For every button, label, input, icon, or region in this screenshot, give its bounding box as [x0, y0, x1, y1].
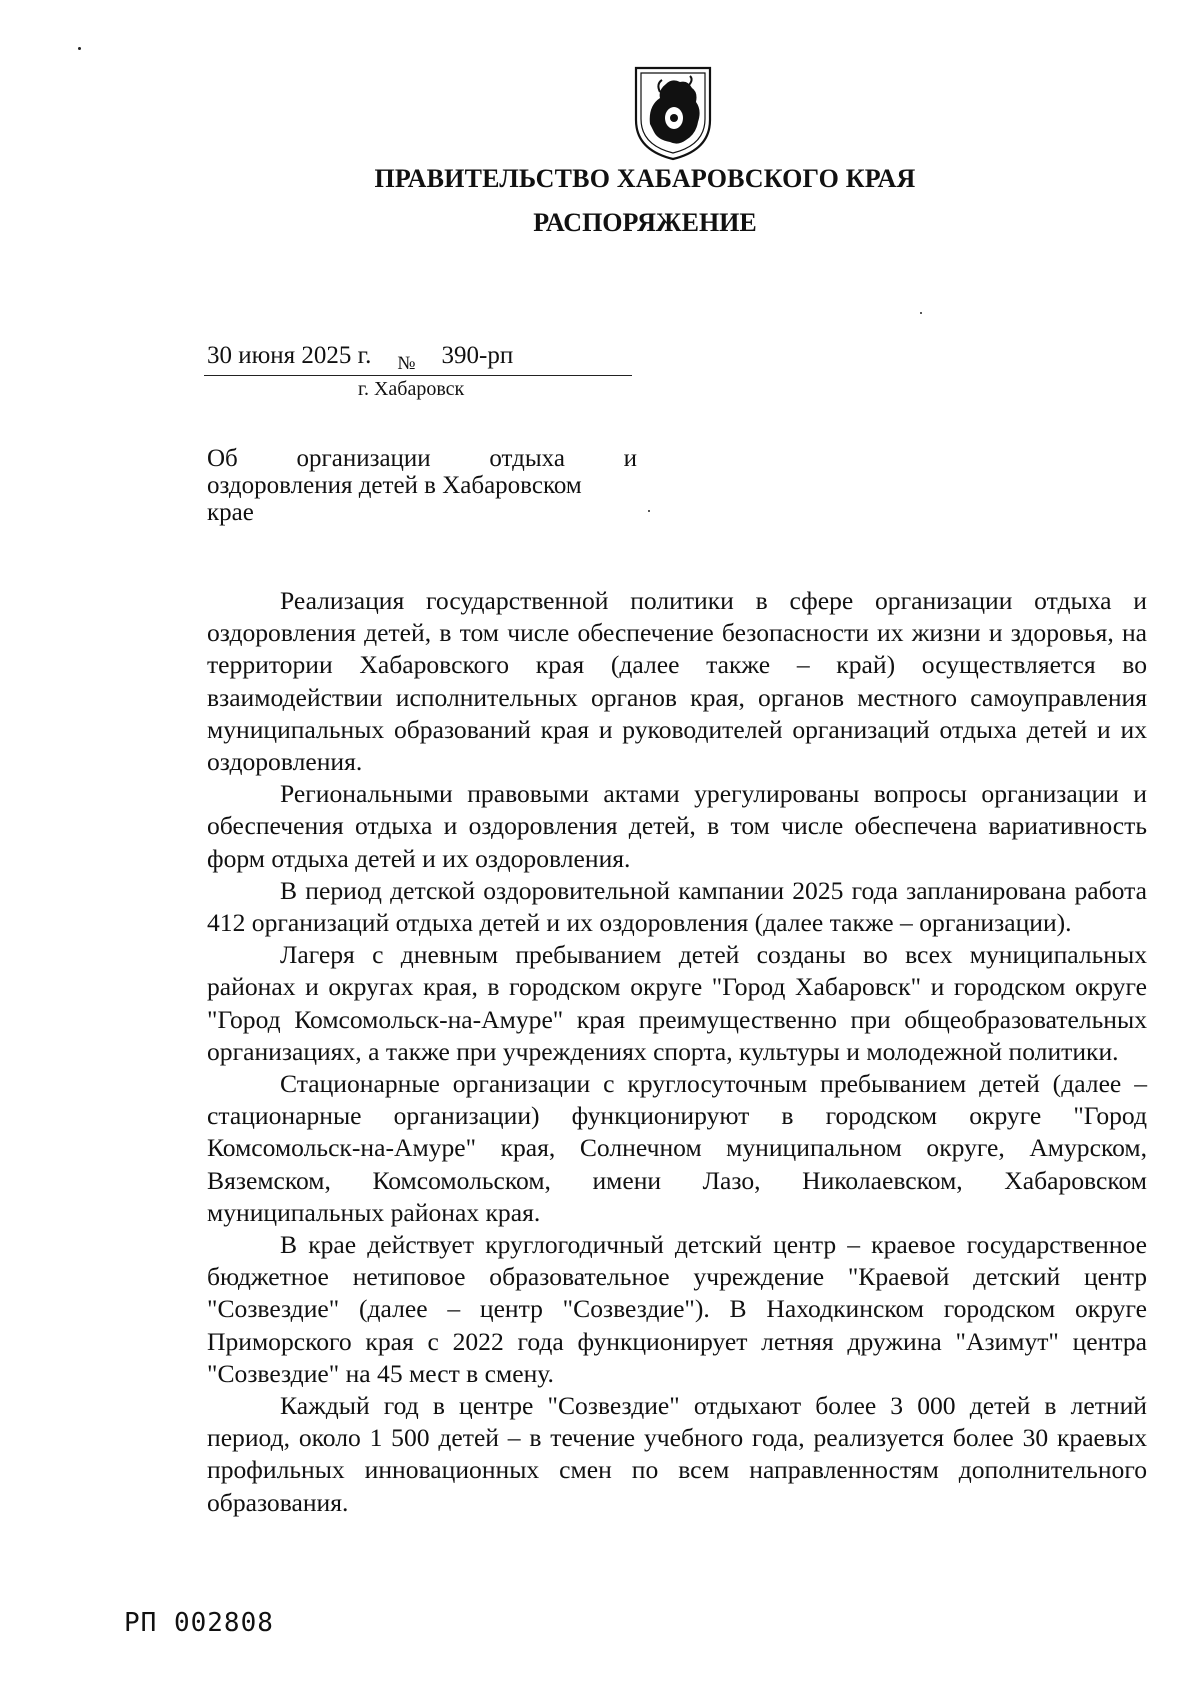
document-code: РП 002808	[124, 1608, 274, 1638]
body-paragraph: В крае действует круглогодичный детский центр – краевое государственное бюджетное нетиповое образовательное учреждение "Краевой детский центр "Созвездие" (далее – центр "Созвездие"). В Находкинском городском округе Приморского края с 2022 года функционирует летняя дружина "Азимут" центра "Созвездие" на 45 мест в смену.	[207, 1230, 1147, 1388]
document-number: 390-рп	[441, 342, 514, 369]
body-paragraph: В период детской оздоровительной кампании 2025 года запланирована работа 412 организаций отдыха детей и их оздоровления (далее также – организации).	[207, 875, 1147, 938]
coat-of-arms-icon	[630, 62, 716, 162]
scan-speck	[78, 47, 81, 50]
body-paragraph: Региональными правовыми актами урегулированы вопросы организации и обеспечения отдыха и оздоровления детей, в том числе обеспечена вариативность форм отдыха детей и их оздоровления.	[207, 779, 1147, 873]
document-type-title: РАСПОРЯЖЕНИЕ	[533, 208, 757, 237]
subject-line-2: оздоровления детей в Хабаровском	[207, 472, 582, 499]
scan-speck	[920, 312, 922, 314]
document-city: г. Хабаровск	[358, 378, 465, 400]
body-paragraph: Каждый год в центре "Созвездие" отдыхают более 3 000 детей в летний период, около 1 500 детей – в течение учебного года, реализуется более 30 краевых профильных инновационных смен по всем направленностям дополнительного образования.	[207, 1391, 1147, 1517]
subject-line-3: крае	[207, 499, 254, 526]
date-number-row	[207, 342, 514, 374]
date-underline	[204, 375, 632, 376]
body-paragraph: Стационарные организации с круглосуточным пребыванием детей (далее – стационарные организации) функционируют в городском округе "Город Комсомольск-на-Амуре" края, Солнечном муниципальном округе, Амурском, Вяземском, Комсомольском, имени Лазо, Николаевском, Хабаровском муниципальных районах края.	[207, 1069, 1147, 1227]
subject-line-1: Об организации отдыха и	[207, 445, 637, 472]
document-date: 30 июня 2025 г.	[207, 342, 372, 369]
number-sign: №	[397, 353, 416, 374]
scan-speck	[648, 510, 650, 512]
body-paragraph: Лагеря с дневным пребыванием детей созданы во всех муниципальных районах и округах края, в городском округе "Город Хабаровск" и городском округе "Город Комсомольск-на-Амуре" края преимущественно при общеобразовательных организациях, а также при учреждениях спорта, культуры и молодежной политики.	[207, 940, 1147, 1066]
government-title: ПРАВИТЕЛЬСТВО ХАБАРОВСКОГО КРАЯ	[374, 164, 916, 193]
document-body	[207, 585, 1147, 1519]
document-subject	[207, 445, 637, 526]
body-paragraph: Реализация государственной политики в сфере организации отдыха и оздоровления детей, в том числе обеспечение безопасности их жизни и здоровья, на территории Хабаровского края (далее также – край) осуществляется во взаимодействии исполнительных органов края, органов местного самоуправления муниципальных образований края и руководителей организаций отдыха детей и их оздоровления.	[207, 586, 1147, 777]
